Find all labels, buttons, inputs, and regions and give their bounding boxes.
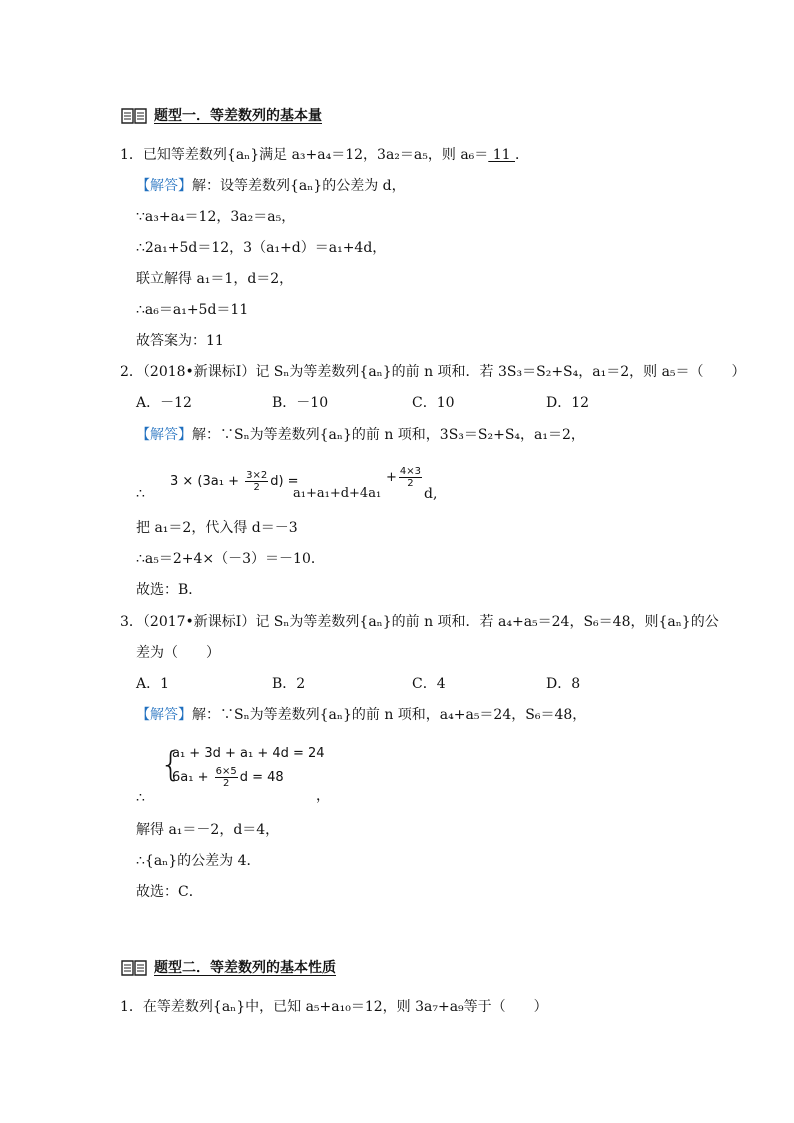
answer-tag: 【解答】	[136, 178, 192, 194]
frac-num: 3×2	[246, 470, 268, 481]
answer-line: 故答案为：11	[136, 333, 224, 349]
equation-mid: a₁+a₁+d+4a₁	[293, 486, 382, 501]
option-a: A．1	[136, 676, 170, 692]
answer-text: 解：∵Sₙ为等差数列{aₙ}的前 n 项和，a₄+a₅＝24，S₆＝48，	[192, 707, 587, 723]
book-icon	[120, 106, 148, 126]
answer-blank: 11	[488, 147, 515, 163]
question-end: ．	[515, 147, 529, 163]
fraction	[215, 766, 238, 789]
answer-line: 故选：B．	[136, 582, 203, 598]
answer-text: 解：设等差数列{aₙ}的公差为 d，	[192, 178, 406, 194]
answer-line	[136, 705, 586, 725]
section-title: 题型二．等差数列的基本性质	[154, 960, 336, 976]
question-4: 1．在等差数列{aₙ}中，已知 a₅+a₁₀＝12，则 3a₇+a₉等于（ ）	[120, 999, 548, 1015]
question-3-line-2: 差为（ ）	[136, 645, 220, 661]
answer-line: 把 a₁＝2，代入得 d＝－3	[136, 520, 298, 536]
answer-line: 联立解得 a₁＝1，d＝2，	[136, 271, 294, 287]
option-a: A．－12	[136, 395, 192, 411]
eq-text: d = 48	[239, 770, 284, 785]
answer-line: ∴2a₁+5d＝12，3（a₁+d）＝a₁+4d，	[136, 240, 387, 256]
answer-line: 故选：C．	[136, 884, 203, 900]
section-heading-2	[120, 958, 336, 978]
eq-text: 6a₁ +	[172, 770, 213, 785]
answer-line	[136, 176, 406, 196]
frac-num: 6×5	[215, 766, 237, 777]
equation-left	[170, 470, 299, 494]
fraction	[245, 470, 268, 493]
therefore-symbol: ∴	[136, 486, 145, 502]
frac-den: 2	[222, 778, 230, 789]
option-c: C．10	[412, 395, 455, 411]
answer-line: ∴a₆＝a₁+5d＝11	[136, 302, 249, 318]
answer-tag: 【解答】	[136, 427, 192, 443]
frac-den: 2	[407, 478, 414, 489]
option-c: C．4	[412, 676, 446, 692]
question-text: 1．已知等差数列{aₙ}满足 a₃+a₄＝12，3a₂＝a₅，则 a₆＝	[120, 147, 489, 163]
fraction	[399, 466, 422, 489]
option-d: D．12	[546, 395, 590, 411]
book-icon	[120, 958, 148, 978]
system-row-2	[172, 766, 284, 790]
equation-right	[386, 466, 424, 490]
question-3-line-1: 3．（2017•新课标Ⅰ）记 Sₙ为等差数列{aₙ}的前 n 项和．若 a₄+a₅＝24，S₆＝48，则{aₙ}的公	[120, 614, 719, 630]
equation-end: d,	[424, 486, 438, 502]
frac-den: 2	[253, 482, 260, 493]
frac-num: 4×3	[399, 466, 422, 477]
system-row-1: a₁ + 3d + a₁ + 4d = 24	[172, 746, 325, 761]
question-1	[120, 145, 529, 165]
eq-text: +	[386, 470, 397, 485]
eq-text: d) =	[270, 474, 299, 489]
section-heading-1	[120, 106, 322, 126]
option-d: D．8	[546, 676, 581, 692]
eq-text: 3 × (3a₁ +	[170, 474, 244, 489]
equation-comma: ，	[316, 788, 330, 804]
therefore-symbol: ∴	[136, 790, 145, 806]
option-b: B．2	[272, 676, 306, 692]
option-b: B．－10	[272, 395, 329, 411]
answer-line: 解得 a₁＝－2，d＝4，	[136, 822, 280, 838]
answer-tag: 【解答】	[136, 707, 192, 723]
section-title: 题型一．等差数列的基本量	[154, 108, 322, 124]
answer-line: ∴{aₙ}的公差为 4．	[136, 853, 261, 869]
answer-line: ∵a₃+a₄＝12，3a₂＝a₅，	[136, 209, 296, 225]
answer-line	[136, 425, 585, 445]
left-brace: {	[160, 745, 182, 785]
answer-line: ∴a₅＝2+4×（－3）＝－10．	[136, 551, 325, 567]
answer-text: 解：∵Sₙ为等差数列{aₙ}的前 n 项和，3S₃＝S₂+S₄，a₁＝2，	[192, 427, 585, 443]
question-2: 2．（2018•新课标Ⅰ）记 Sₙ为等差数列{aₙ}的前 n 项和．若 3S₃＝S₂+S₄，a₁＝2，则 a₅＝（ ）	[120, 364, 746, 380]
